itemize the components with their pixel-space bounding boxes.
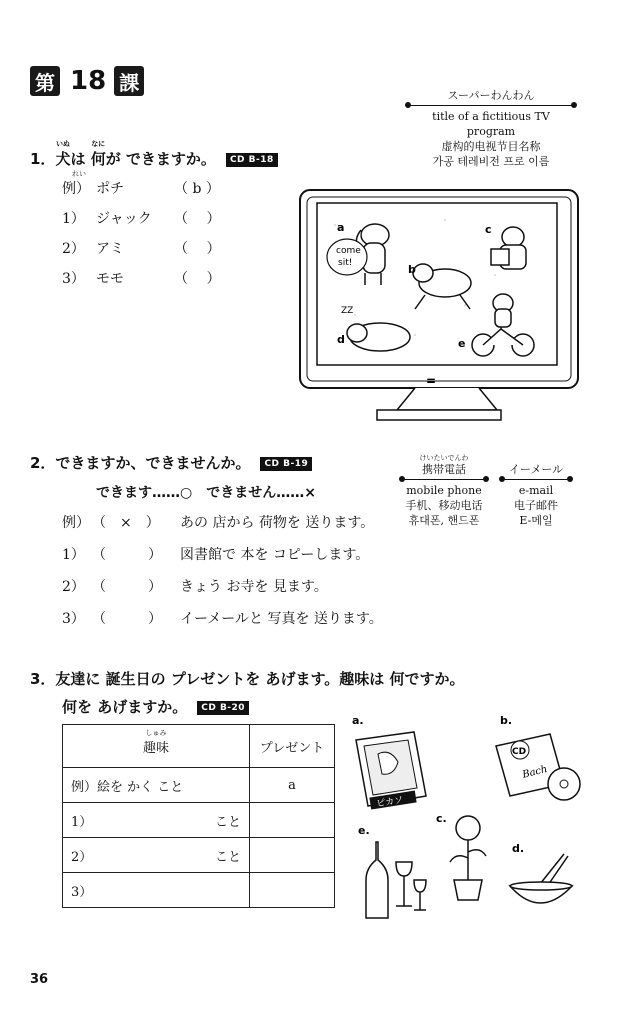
book-title: ピカソ [375, 795, 404, 810]
q3-subtitle: 何を あげますか。 CD B-20 [62, 696, 249, 717]
tv-label-a: a [337, 221, 345, 234]
pic-label-c: c. [436, 812, 447, 825]
tv-logo: = [426, 374, 437, 388]
list-item: 1） （ ） 図書館で 本を コピーします。 [62, 547, 370, 563]
cd-label: CD [512, 747, 527, 757]
sit-label: sit! [338, 258, 353, 268]
tv-label-c: c [485, 223, 492, 236]
lesson-header [30, 66, 144, 96]
sleep-zz-label: ZZ [341, 306, 354, 316]
table-row: 1） こと [63, 803, 335, 838]
list-item: れい 例） ポチ （ b ） [62, 170, 220, 197]
list-item: 3） （ ） イーメールと 写真を 送ります。 [62, 611, 383, 627]
mobile-phone-gloss: けいたいでんわ 携帯電話 mobile phone 手机、移动电话 휴대폰, 핸드폰 [402, 454, 486, 528]
program-gloss [408, 88, 574, 169]
list-item: 例） （ × ） あの 店から 荷物を 送ります。 [62, 515, 375, 531]
cd-track-badge: CD B-18 [226, 153, 278, 167]
q1-number: 1． [30, 150, 56, 168]
tv-label-b: b [408, 263, 416, 276]
table-header-row [63, 725, 335, 768]
cd-track-badge: CD B-20 [197, 701, 249, 715]
pic-label-e: e. [358, 824, 370, 837]
hobby-present-table [62, 724, 335, 908]
lesson-number: 18 [70, 66, 107, 96]
tv-label-d: d [337, 333, 345, 346]
q3-title: 3．友達に 誕生日の プレゼントを あげます。趣味は 何ですか。 [30, 670, 465, 688]
program-name: スーパーわんわん [447, 89, 535, 102]
speech-bubble-icon [327, 239, 367, 275]
q1-word-dog: いぬ 犬 [55, 140, 71, 168]
header-hobby: しゅみ 趣味 [142, 728, 169, 756]
q2-title: 2．できますか、できませんか。 CD B-19 [30, 452, 312, 473]
q1-list [62, 170, 252, 298]
list-item: 1） ジャック （ ） [62, 211, 221, 227]
tv-illustration [295, 185, 585, 430]
wine-bottle-icon [366, 842, 426, 918]
gloss-divider [408, 105, 574, 106]
pic-label-b: b. [500, 714, 513, 727]
program-zh: 虚构的电视节目名称 [441, 140, 541, 153]
pic-label-d: d. [512, 842, 525, 855]
come-label: come [336, 246, 361, 256]
cd-icon [496, 734, 580, 800]
cd-track-badge: CD B-19 [260, 457, 312, 471]
email-gloss: イーメール e-mail 电子邮件 E-메일 [502, 462, 570, 528]
q2-list [62, 512, 383, 640]
pic-label-a: a. [352, 714, 364, 727]
table-row: 2） こと [63, 838, 335, 873]
q2-legend: できます……○ できません……× [96, 485, 316, 501]
art-book-icon [356, 732, 426, 810]
lesson-label: 第 [30, 66, 60, 96]
q1-title: 1． いぬ 犬は なに 何が できますか。 CD B-18 [30, 148, 278, 169]
mixing-bowl-icon [510, 854, 572, 903]
list-item: 2） （ ） きょう お寺を 見ます。 [62, 579, 328, 595]
tv-stand-icon [397, 388, 497, 410]
bach-label: Bach [521, 763, 549, 781]
list-item: 3） モモ （ ） [62, 271, 221, 287]
program-en: title of a fictitious TV program [432, 110, 550, 138]
table-row: 3） [63, 873, 335, 908]
tv-label-e: e [458, 337, 466, 350]
list-item: 2） アミ （ ） [62, 241, 221, 257]
flower-pot-icon [450, 816, 486, 900]
program-ko: 가공 테레비전 프로 이름 [432, 155, 550, 168]
lesson-suffix: 課 [114, 66, 144, 96]
page-number: 36 [30, 972, 49, 987]
header-present: プレゼント [250, 725, 335, 768]
present-pictures [350, 712, 588, 922]
table-row: 例）絵を かく こと a [63, 768, 335, 803]
q1-word-what: なに 何 [90, 140, 106, 168]
